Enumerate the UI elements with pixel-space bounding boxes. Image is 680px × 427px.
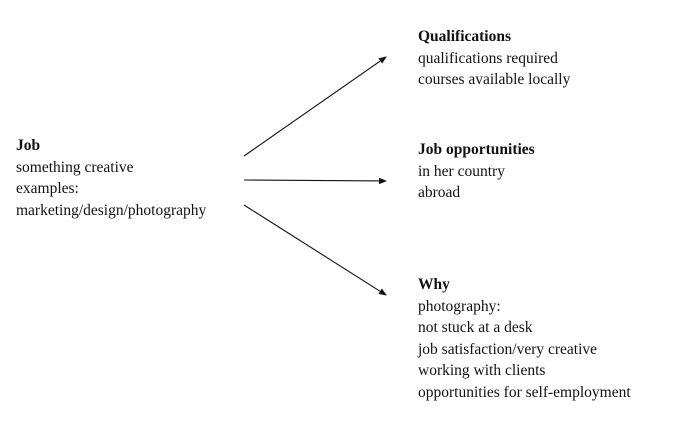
arrow-to-why [244,205,386,295]
job-line: something creative [16,158,134,176]
job-opportunities-heading: Job opportunities [418,141,535,158]
why-line: opportunities for self-employment [418,383,631,401]
why-line: not stuck at a desk [418,319,533,336]
qualifications-heading: Qualifications [418,28,512,45]
job-opportunities-line: abroad [418,184,461,201]
job-opportunities-line: in her country [418,162,505,180]
why-line: photography: [418,297,501,315]
arrow-to-qualifications [244,57,386,156]
why-line: working with clients [418,362,546,379]
job-line: marketing/design/photography [16,201,207,219]
job-heading: Job [16,137,41,154]
why-heading: Why [418,276,450,293]
arrow-to-job-opportunities [244,180,386,181]
qualifications-line: courses available locally [418,71,571,88]
qualifications-line: qualifications required [418,49,558,67]
why-line: job satisfaction/very creative [418,340,598,358]
job-line: examples: [16,180,79,197]
